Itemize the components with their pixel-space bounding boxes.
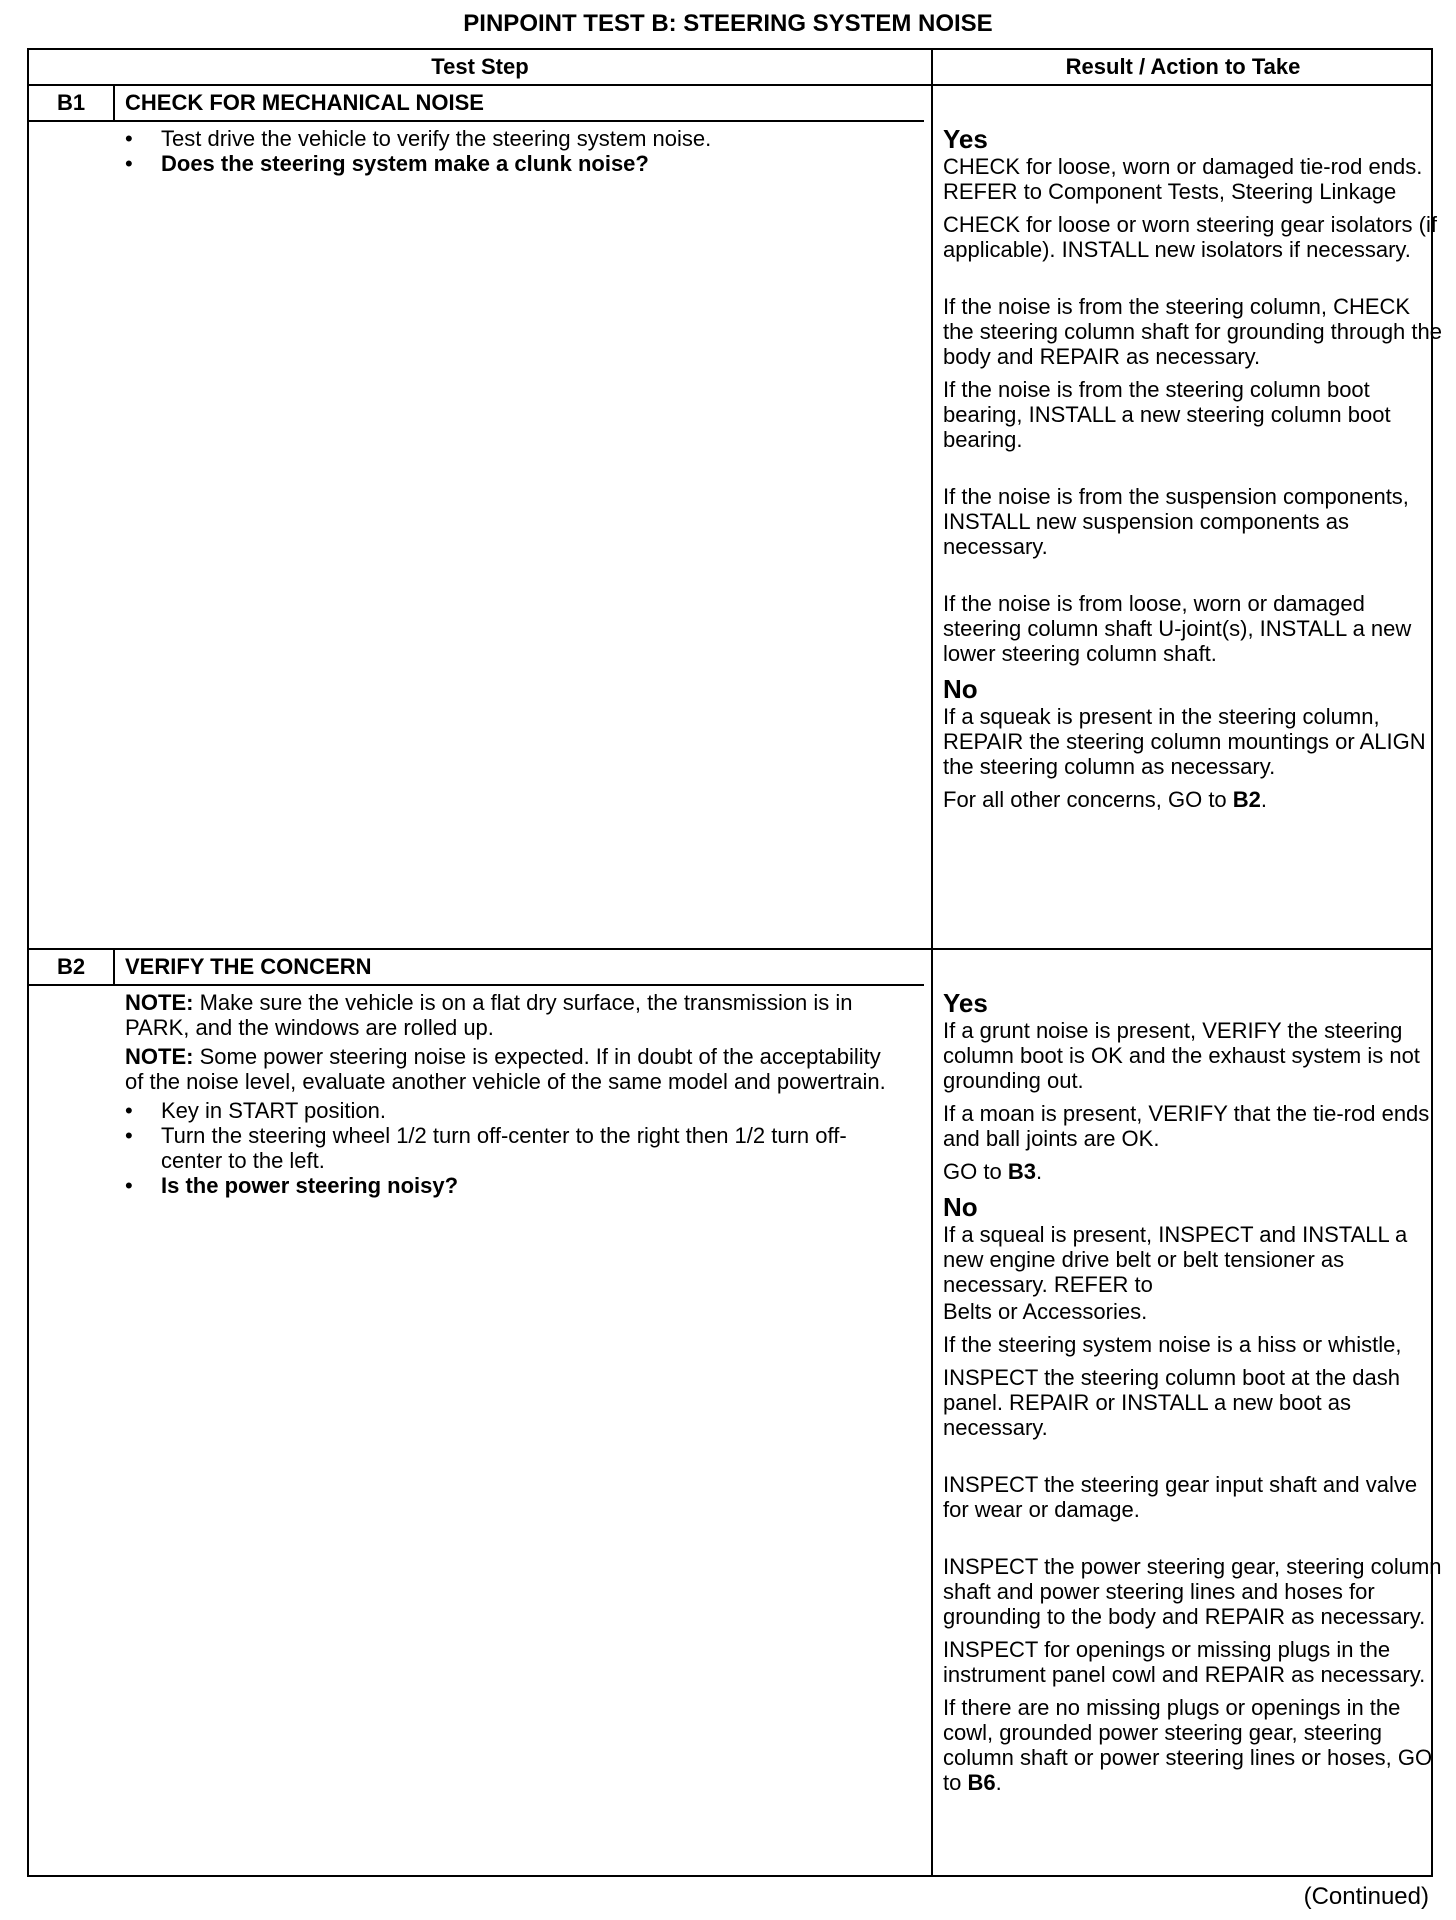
b2-no-item: INSPECT the power steering gear, steering column shaft and power steering lines and hoses for grounding to the body and REPAIR as necessary. — [943, 1554, 1442, 1629]
b2-no-goto — [943, 1695, 1443, 1795]
b2-title-divider — [29, 984, 924, 986]
b1-no-item: If a squeak is present in the steering column, REPAIR the steering column mountings or ALIGN the steering column as necessary. — [943, 704, 1426, 779]
b2-note-label: NOTE: — [125, 990, 194, 1015]
b2-note-text: Some power steering noise is expected. If in doubt of the acceptability of the noise level, evaluate another vehicle of the same model and powertrain. — [125, 1044, 886, 1094]
b2-question — [125, 1173, 905, 1198]
b2-yes-goto-target: B3 — [1007, 1159, 1036, 1184]
b2-note-label: NOTE: — [125, 1044, 194, 1069]
b1-goto-target: B2 — [1232, 787, 1261, 812]
b2-step-item: • Key in START position. — [125, 1098, 905, 1123]
b2-results — [943, 988, 1443, 1803]
b1-goto-text: For all other concerns, GO to — [943, 787, 1227, 812]
header-test-step: Test Step — [431, 54, 529, 79]
b2-yes-item: If a moan is present, VERIFY that the tie-rod ends and ball joints are OK. — [943, 1101, 1430, 1151]
b1-yes-item: If the noise is from the steering column, CHECK the steering column shaft for grounding through the body and REPAIR as necessary. — [943, 294, 1442, 369]
b2-note — [125, 1044, 905, 1094]
b1-goto-end: . — [1260, 787, 1268, 812]
b1-results — [943, 124, 1443, 820]
b1-question — [125, 151, 905, 176]
b2-yes-goto — [943, 1159, 1443, 1184]
b1-yes-item: If the noise is from the suspension components, INSTALL new suspension components as necessary. — [943, 484, 1409, 559]
b2-id-divider — [113, 948, 115, 984]
b2-no-goto-text: If there are no missing plugs or openings in the cowl, grounded power steering gear, steering column shaft or power steering lines or hoses, GO to — [943, 1695, 1433, 1795]
pinpoint-test-table — [27, 48, 1442, 1877]
b2-no-item: INSPECT the steering column boot at the dash panel. REPAIR or INSTALL a new boot as necessary. — [943, 1365, 1400, 1440]
b1-goto — [943, 787, 1443, 812]
b1-yes-label: Yes — [943, 124, 988, 154]
b2-no-label: No — [943, 1192, 978, 1222]
b2-note-text: Make sure the vehicle is on a flat dry surface, the transmission is in PARK, and the windows are rolled up. — [125, 990, 853, 1040]
b2-yes-item: If a grunt noise is present, VERIFY the steering column boot is OK and the exhaust system is not grounding out. — [943, 1018, 1420, 1093]
b2-yes-goto-end: . — [1035, 1159, 1043, 1184]
b1-yes-item: CHECK for loose or worn steering gear isolators (if applicable). INSTALL new isolators if necessary. — [943, 212, 1437, 262]
b2-yes-goto-text: GO to — [943, 1159, 1002, 1184]
b2-no-item: INSPECT for openings or missing plugs in the instrument panel cowl and REPAIR as necessary. — [943, 1637, 1426, 1687]
b2-no-goto-end: . — [995, 1770, 1002, 1795]
b1-yes-item: If the noise is from loose, worn or damaged steering column shaft U-joint(s), INSTALL a new lower steering column shaft. — [943, 591, 1412, 666]
b2-no-item: If the steering system noise is a hiss or whistle, — [943, 1332, 1402, 1357]
b1-question-text: Does the steering system make a clunk noise? — [161, 151, 649, 176]
b2-no-goto-target: B6 — [967, 1770, 996, 1795]
b1-no-label: No — [943, 674, 978, 704]
b1-yes-item: CHECK for loose, worn or damaged tie-rod ends. REFER to Component Tests, Steering Linkage — [943, 154, 1423, 204]
header-result: Result / Action to Take — [1065, 54, 1301, 79]
column-divider — [931, 50, 933, 1875]
b2-no-item: If a squeal is present, INSPECT and INSTALL a new engine drive belt or belt tensioner as necessary. REFER to — [943, 1222, 1408, 1297]
b2-no-item: Belts or Accessories. — [943, 1299, 1148, 1324]
b1-step-item: • Test drive the vehicle to verify the steering system noise. — [125, 126, 905, 151]
b1-title-divider — [29, 120, 924, 122]
b2-steps — [125, 990, 905, 1198]
b2-note — [125, 990, 905, 1040]
b1-step-title: CHECK FOR MECHANICAL NOISE — [125, 90, 484, 115]
b2-step-item: • Turn the steering wheel 1/2 turn off-center to the right then 1/2 turn off-center to the left. — [125, 1123, 905, 1173]
b2-question-text: Is the power steering noisy? — [161, 1173, 459, 1198]
b1-step-id: B1 — [56, 90, 86, 115]
b1-id-divider — [113, 84, 115, 120]
b2-step-id: B2 — [56, 954, 86, 979]
continued-label: (Continued) — [1303, 1883, 1429, 1910]
b2-yes-label: Yes — [943, 988, 988, 1018]
b2-step-title: VERIFY THE CONCERN — [125, 954, 372, 979]
b1-yes-item: If the noise is from the steering column boot bearing, INSTALL a new steering column boot bearing. — [943, 377, 1391, 452]
page-title: PINPOINT TEST B: STEERING SYSTEM NOISE — [463, 10, 993, 37]
b2-no-item: INSPECT the steering gear input shaft and valve for wear or damage. — [943, 1472, 1418, 1522]
b1-steps — [125, 126, 905, 176]
